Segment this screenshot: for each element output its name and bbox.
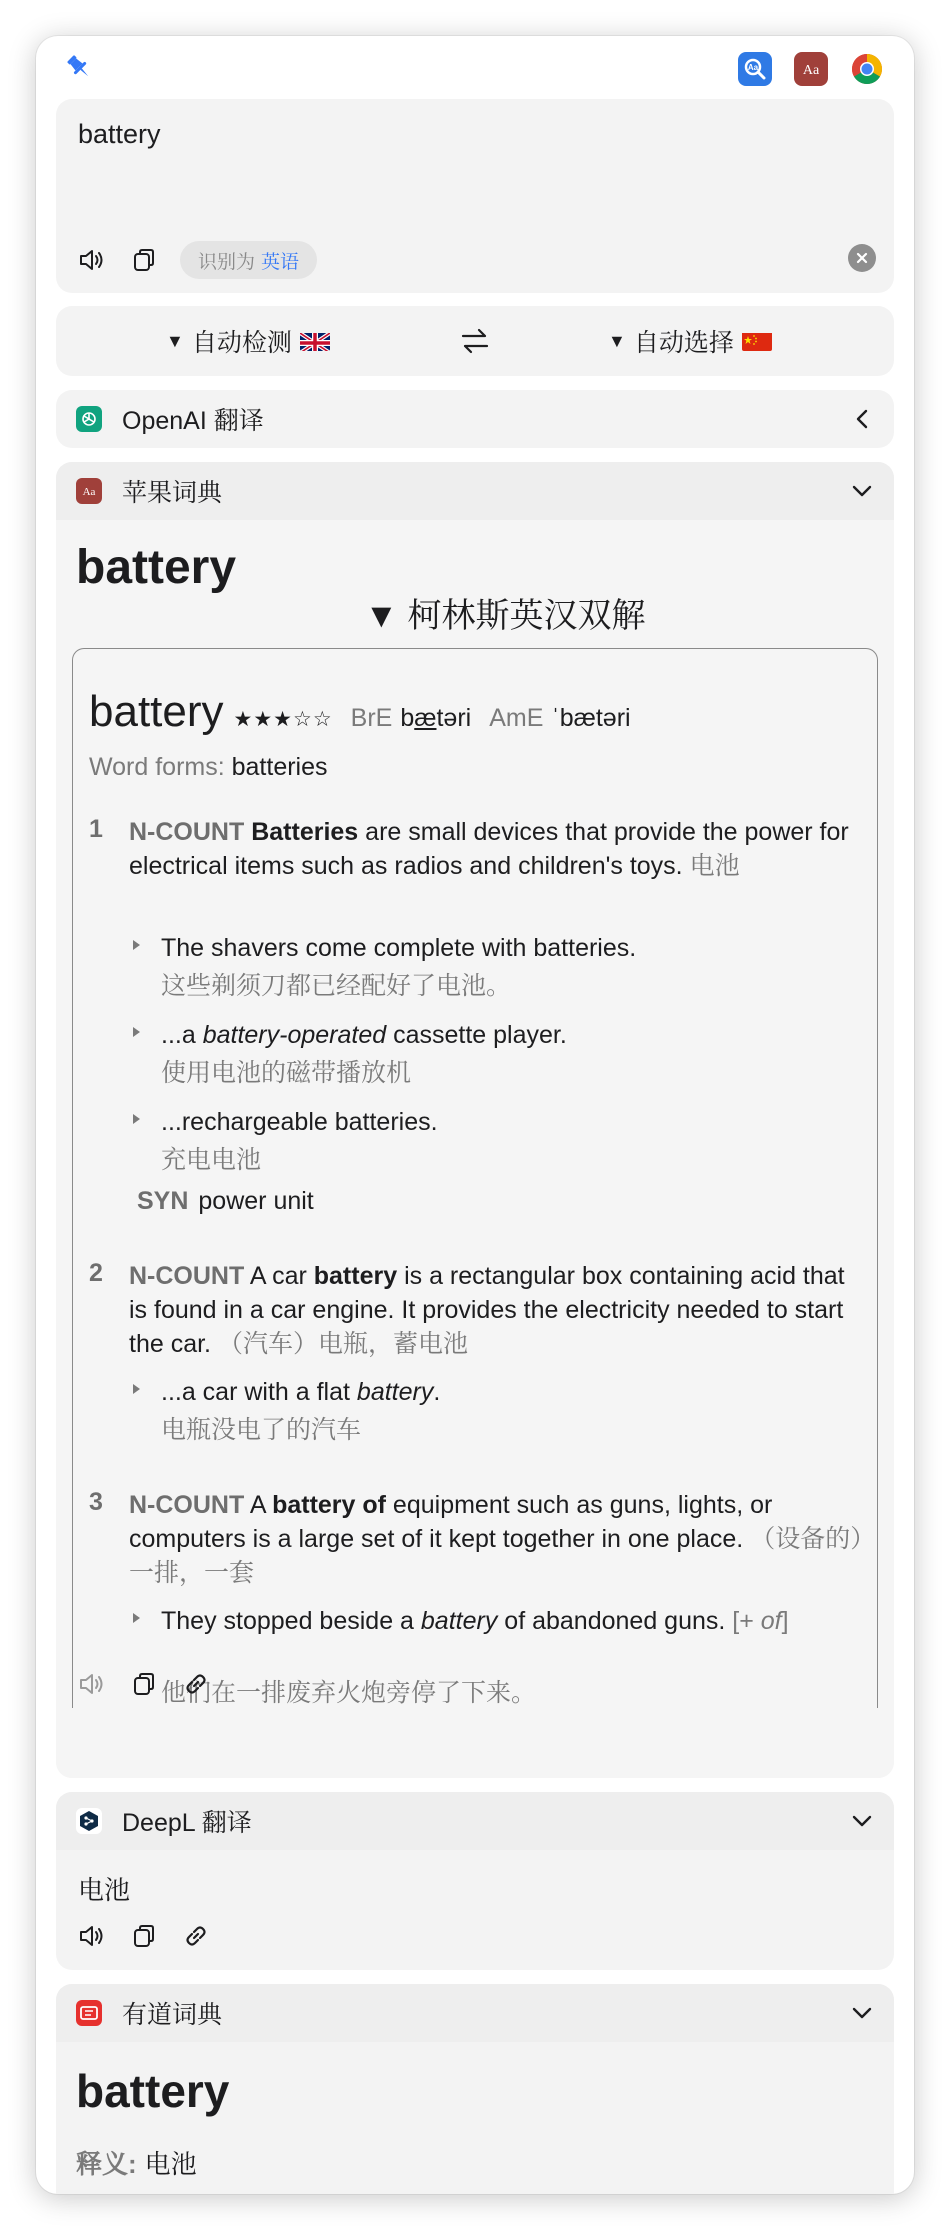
source-language-label: 自动检测	[191, 329, 292, 357]
youdao-header[interactable]	[56, 1984, 894, 2042]
easydict-window	[36, 36, 914, 2194]
clear-input-button[interactable]	[848, 244, 876, 272]
service-name: OpenAI 翻译	[122, 407, 264, 435]
chevron-down-icon[interactable]	[848, 1999, 876, 2027]
chrome-icon[interactable]	[850, 52, 884, 86]
chevron-left-icon[interactable]	[848, 405, 876, 433]
deepl-logo-icon	[76, 1808, 102, 1834]
dropdown-triangle-icon: ▼	[608, 330, 626, 351]
deepl-service-card	[56, 1792, 894, 1970]
youdao-definition: 释义: 电池	[76, 2149, 197, 2179]
speaker-icon[interactable]	[76, 1920, 108, 1952]
top-bar	[36, 36, 914, 96]
query-input[interactable]: battery	[78, 119, 161, 149]
word-forms: Word forms: batteries	[89, 753, 328, 781]
bullet-triangle-icon	[133, 940, 140, 950]
synonym: SYN power unit	[137, 1187, 314, 1215]
deepl-result-text: 电池	[78, 1875, 131, 1905]
language-selector	[56, 306, 894, 376]
sense-definition: N-COUNT A battery of equipment such as guns, lights, or computers is a large set of it kept together in one place. （设备的）一排，一套	[129, 1491, 863, 1587]
svg-text:Aa: Aa	[747, 63, 759, 72]
youdao-logo-icon	[76, 2000, 102, 2026]
bullet-triangle-icon	[133, 1613, 140, 1623]
sense-definition: N-COUNT A car battery is a rectangular box containing acid that is found in a car engine. It provides the electricity needed to start the car. （汽车）电瓶，蓄电池	[129, 1262, 845, 1358]
svg-text:Aa: Aa	[802, 63, 820, 78]
copy-icon[interactable]	[128, 1920, 160, 1952]
chevron-down-icon[interactable]	[848, 477, 876, 505]
service-name: DeepL 翻译	[122, 1809, 252, 1837]
frequency-stars: ★★★☆☆	[233, 708, 333, 731]
apple-dictionary-header[interactable]	[56, 462, 894, 520]
target-language-select[interactable]	[608, 306, 772, 376]
detected-language: 英语	[261, 251, 300, 273]
sense-number: 2	[89, 1259, 103, 1287]
target-language-label: 自动选择	[633, 329, 734, 357]
sense-number: 3	[89, 1488, 103, 1516]
collins-entry-box[interactable]: battery ★★★☆☆ BrE bætəri AmE ˈbætəri Word forms: batteries 1 N-COUNT Batteries are small devices that provide the power for electrical items such as radios and children's toys. 电池 The shavers come complete with batteries. 这些剃须刀都已经配好了电池。 ...a battery-operated cassette player. 使用电池的磁带播放机 ...rechargeable batteries. 充电电池 SYN power unit 2 N-COUNT A car battery is a rectangular box containing acid that is found in a car engine. It provides the electricity needed to start the car. （汽车）电瓶，蓄电池 ...a car with a flat battery. 电瓶没电了的汽车 3 N-COUNT A battery of equipment such as guns, lights, or computers is a large set of it kept together in one place. （设备的）一排，一套 They stopped beside a battery of abandoned guns. [+ of] 他们在一排废弃火炮旁停了下来。	[72, 648, 878, 1708]
svg-text:Aa: Aa	[82, 486, 96, 498]
apple-dictionary-logo-icon	[76, 478, 102, 504]
link-icon[interactable]	[180, 1920, 212, 1952]
swap-languages-button[interactable]	[459, 326, 491, 356]
chevron-down-icon[interactable]	[848, 1807, 876, 1835]
speaker-icon[interactable]	[76, 244, 108, 276]
pin-icon[interactable]	[64, 52, 94, 82]
sense-definition: N-COUNT Batteries are small devices that provide the power for electrical items such as radios and children's toys. 电池	[129, 818, 849, 880]
apple-result-word: battery	[76, 541, 237, 594]
china-flag-icon	[742, 331, 772, 351]
apple-dictionary-card	[56, 462, 894, 1778]
link-icon[interactable]	[180, 1668, 212, 1700]
youdao-result-word: battery	[76, 2065, 230, 2117]
apple-dictionary-app-icon[interactable]	[794, 52, 828, 86]
sense-number: 1	[89, 815, 103, 843]
headword: battery	[89, 687, 224, 736]
service-name: 有道词典	[122, 2001, 223, 2029]
copy-icon[interactable]	[128, 1668, 160, 1700]
bullet-triangle-icon	[133, 1114, 140, 1124]
bullet-triangle-icon	[133, 1384, 140, 1394]
speaker-icon[interactable]	[76, 1668, 108, 1700]
deepl-header[interactable]	[56, 1792, 894, 1850]
ame-pronunciation: AmE ˈbætəri	[489, 704, 631, 732]
bre-pronunciation: BrE bætəri	[350, 704, 472, 732]
detected-label: 识别为	[198, 251, 256, 273]
source-language-select[interactable]	[166, 306, 330, 376]
copy-icon[interactable]	[128, 244, 160, 276]
input-card	[56, 99, 894, 293]
openai-service-card[interactable]	[56, 390, 894, 448]
uk-flag-icon	[300, 331, 330, 351]
bullet-triangle-icon	[133, 1027, 140, 1037]
dropdown-triangle-icon: ▼	[166, 330, 184, 351]
collins-section-title[interactable]: ▼ 柯林斯英汉双解	[364, 597, 646, 635]
dictionary-app-icon[interactable]	[738, 52, 772, 86]
openai-logo-icon	[76, 406, 102, 432]
youdao-dictionary-card	[56, 1984, 894, 2194]
detected-language-chip[interactable]	[180, 241, 317, 279]
service-name: 苹果词典	[122, 479, 223, 507]
